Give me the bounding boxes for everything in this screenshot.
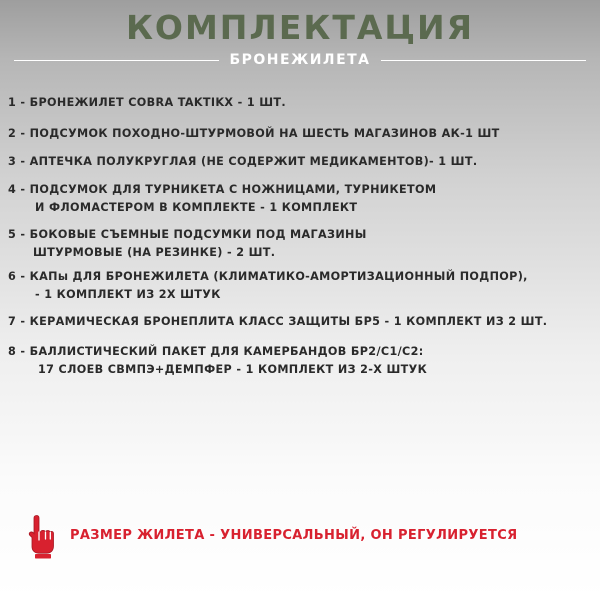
size-note-text: РАЗМЕР ЖИЛЕТА - УНИВЕРСАЛЬНЫЙ, ОН РЕГУЛИРУЕТСЯ <box>70 528 518 543</box>
page-subtitle: БРОНЕЖИЛЕТА <box>229 52 371 68</box>
size-note <box>24 515 584 559</box>
list-item-1 <box>8 94 593 112</box>
list-item-6-text-cont: - 1 КОМПЛЕКТ ИЗ 2Х ШТУК <box>35 288 221 301</box>
header <box>0 0 600 80</box>
list-item-2 <box>8 125 593 143</box>
list-item-4 <box>8 181 593 217</box>
list-item-3 <box>8 153 593 171</box>
list-item-4-text: 4 - ПОДСУМОК ДЛЯ ТУРНИКЕТА С НОЖНИЦАМИ, ТУРНИКЕТОМ <box>8 183 437 196</box>
list-item-6-text: 6 - КАПы ДЛЯ БРОНЕЖИЛЕТА (КЛИМАТИКО-АМОРТИЗАЦИОННЫЙ ПОДПОР), <box>8 270 528 283</box>
list-item-8-text-cont: 17 СЛОЕВ СВМПЭ+ДЕМПФЕР - 1 КОМПЛЕКТ ИЗ 2-Х ШТУК <box>38 363 428 376</box>
list-item-7 <box>8 313 593 331</box>
list-item-8 <box>8 343 593 379</box>
list-item-3-text: 3 - АПТЕЧКА ПОЛУКРУГЛАЯ (НЕ СОДЕРЖИТ МЕДИКАМЕНТОВ)- 1 ШТ. <box>8 155 478 168</box>
page-title: КОМПЛЕКТАЦИЯ <box>125 8 475 47</box>
subtitle-divider-right <box>381 60 586 61</box>
pointing-hand-icon <box>24 515 54 559</box>
list-item-4-text-cont: И ФЛОМАСТЕРОМ В КОМПЛЕКТЕ - 1 КОМПЛЕКТ <box>35 201 358 214</box>
list-item-5 <box>8 226 593 262</box>
list-item-5-text: 5 - БОКОВЫЕ СЪЕМНЫЕ ПОДСУМКИ ПОД МАГАЗИНЫ <box>8 228 367 241</box>
list-item-1-text: 1 - БРОНЕЖИЛЕТ COBRA TAKTIKX - 1 ШТ. <box>8 96 286 109</box>
list-item-6 <box>8 268 593 304</box>
list-item-2-text: 2 - ПОДСУМОК ПОХОДНО-ШТУРМОВОЙ НА ШЕСТЬ МАГАЗИНОВ АК-1 ШТ <box>8 127 500 140</box>
list-item-8-text: 8 - БАЛЛИСТИЧЕСКИЙ ПАКЕТ ДЛЯ КАМЕРБАНДОВ БР2/С1/С2: <box>8 345 424 358</box>
subtitle-bar <box>0 46 600 74</box>
list-item-5-text-cont: ШТУРМОВЫЕ (НА РЕЗИНКЕ) - 2 ШТ. <box>33 246 276 259</box>
list-item-7-text: 7 - КЕРАМИЧЕСКАЯ БРОНЕПЛИТА КЛАСС ЗАЩИТЫ БР5 - 1 КОМПЛЕКТ ИЗ 2 ШТ. <box>8 315 548 328</box>
